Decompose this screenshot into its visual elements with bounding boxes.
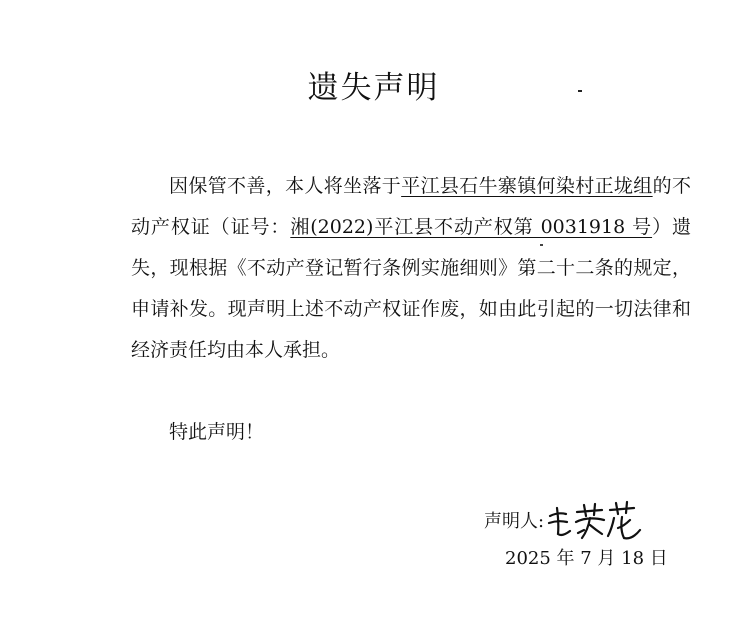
paragraph-body: ）遗失，现根据《不动产登记暂行条例实施细则》第二十二条的规定，申请补发。现声明上述不动产权证作废，如由此引起的一切法律和经济责任均由本人承担。 xyxy=(131,216,691,361)
scan-speck xyxy=(578,90,582,92)
declarant-label: 声明人: xyxy=(484,511,545,532)
declarant-block xyxy=(484,500,644,544)
document-title: 遗失声明 xyxy=(307,70,440,106)
declaration-body xyxy=(131,166,691,371)
handwritten-signature xyxy=(544,500,644,544)
certificate-number: 湘(2022)平江县不动产权第 0031918 号 xyxy=(290,216,653,238)
declaration-paragraph xyxy=(131,166,691,371)
declaration-date: 2025 年 7 月 18 日 xyxy=(505,548,668,569)
property-location: 平江县石牛寨镇何染村正垅组 xyxy=(401,175,653,197)
paragraph-cert-intro: 的不动产权证（证号： xyxy=(131,175,691,238)
paragraph-intro: 因保管不善，本人将坐落于 xyxy=(169,175,402,197)
closing-statement: 特此声明！ xyxy=(169,421,265,443)
